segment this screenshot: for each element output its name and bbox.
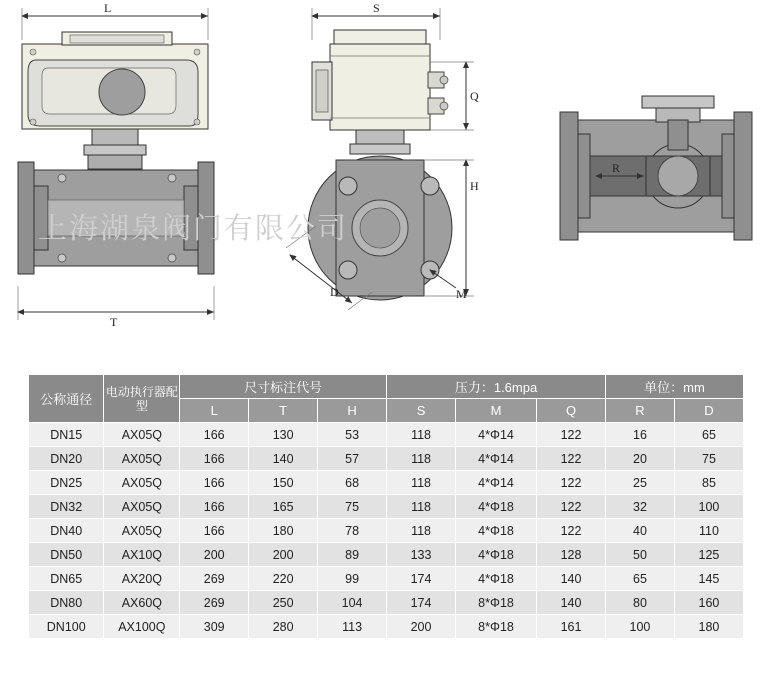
svg-text:T: T: [110, 315, 118, 329]
cell-Q: 128: [537, 543, 606, 567]
cell-L: 269: [180, 591, 249, 615]
cell-D: 110: [674, 519, 743, 543]
svg-text:S: S: [373, 1, 380, 15]
front-view: [18, 1, 214, 329]
svg-text:H: H: [470, 179, 479, 193]
cell-L: 200: [180, 543, 249, 567]
header-col-M: M: [456, 399, 537, 423]
cell-H: 113: [318, 615, 387, 639]
cell-T: 165: [249, 495, 318, 519]
table-row: [29, 543, 744, 567]
cell-S: 118: [387, 423, 456, 447]
cell-M: 4*Φ18: [456, 567, 537, 591]
cell-L: 166: [180, 447, 249, 471]
header-actuator-model: 电动执行器配型: [104, 375, 180, 423]
cell-H: 89: [318, 543, 387, 567]
cell-R: 65: [606, 567, 675, 591]
header-col-T: T: [249, 399, 318, 423]
cell-H: 104: [318, 591, 387, 615]
svg-text:D: D: [330, 285, 339, 299]
cell-R: 25: [606, 471, 675, 495]
header-col-Q: Q: [537, 399, 606, 423]
side-view: [286, 1, 479, 310]
header-col-R: R: [606, 399, 675, 423]
cell-S: 118: [387, 495, 456, 519]
cell-R: 80: [606, 591, 675, 615]
cell-T: 130: [249, 423, 318, 447]
cell-H: 78: [318, 519, 387, 543]
cell-dn: DN32: [29, 495, 104, 519]
cell-T: 250: [249, 591, 318, 615]
svg-text:Q: Q: [470, 89, 479, 103]
cell-D: 65: [674, 423, 743, 447]
cell-dn: DN100: [29, 615, 104, 639]
cell-R: 32: [606, 495, 675, 519]
cell-actuator: AX10Q: [104, 543, 180, 567]
cell-T: 180: [249, 519, 318, 543]
table-row: [29, 423, 744, 447]
cell-R: 20: [606, 447, 675, 471]
cell-M: 4*Φ18: [456, 495, 537, 519]
cell-Q: 122: [537, 519, 606, 543]
cell-M: 4*Φ18: [456, 543, 537, 567]
cell-M: 4*Φ14: [456, 447, 537, 471]
header-nominal-diameter: 公称通径: [29, 375, 104, 423]
cell-R: 40: [606, 519, 675, 543]
cell-M: 4*Φ14: [456, 471, 537, 495]
cell-Q: 161: [537, 615, 606, 639]
header-col-D: D: [674, 399, 743, 423]
cell-L: 166: [180, 471, 249, 495]
cell-Q: 122: [537, 423, 606, 447]
cell-D: 75: [674, 447, 743, 471]
cell-H: 53: [318, 423, 387, 447]
cell-T: 200: [249, 543, 318, 567]
cell-dn: DN20: [29, 447, 104, 471]
cell-Q: 122: [537, 471, 606, 495]
header-pressure: 压力：1.6mpa: [387, 375, 606, 399]
table-row: [29, 447, 744, 471]
cell-dn: DN15: [29, 423, 104, 447]
cell-D: 160: [674, 591, 743, 615]
cell-actuator: AX20Q: [104, 567, 180, 591]
cell-actuator: AX05Q: [104, 471, 180, 495]
cell-actuator: AX05Q: [104, 423, 180, 447]
table-row: [29, 591, 744, 615]
cell-L: 309: [180, 615, 249, 639]
cell-L: 166: [180, 495, 249, 519]
cell-L: 166: [180, 519, 249, 543]
cell-S: 174: [387, 591, 456, 615]
cell-Q: 122: [537, 495, 606, 519]
header-unit: 单位：mm: [606, 375, 744, 399]
watermark-text: 上海湖泉阀门有限公司: [38, 211, 349, 245]
cell-dn: DN40: [29, 519, 104, 543]
cell-M: 8*Φ18: [456, 615, 537, 639]
cell-T: 140: [249, 447, 318, 471]
cell-S: 118: [387, 471, 456, 495]
cell-S: 200: [387, 615, 456, 639]
table-row: [29, 615, 744, 639]
cell-T: 150: [249, 471, 318, 495]
dimension-table: [28, 374, 744, 639]
cell-T: 280: [249, 615, 318, 639]
table-row: [29, 519, 744, 543]
cell-M: 4*Φ18: [456, 519, 537, 543]
section-view: [560, 96, 752, 240]
cell-D: 100: [674, 495, 743, 519]
cell-dn: DN50: [29, 543, 104, 567]
cell-R: 50: [606, 543, 675, 567]
cell-H: 57: [318, 447, 387, 471]
cell-D: 180: [674, 615, 743, 639]
cell-L: 166: [180, 423, 249, 447]
header-col-S: S: [387, 399, 456, 423]
cell-D: 85: [674, 471, 743, 495]
table-row: [29, 567, 744, 591]
svg-text:R: R: [612, 161, 621, 175]
cell-dn: DN80: [29, 591, 104, 615]
cell-H: 68: [318, 471, 387, 495]
cell-dn: DN65: [29, 567, 104, 591]
table-header-row-top: [29, 375, 744, 399]
cell-M: 8*Φ18: [456, 591, 537, 615]
cell-S: 174: [387, 567, 456, 591]
table-row: [29, 495, 744, 519]
cell-D: 145: [674, 567, 743, 591]
cell-T: 220: [249, 567, 318, 591]
cell-actuator: AX05Q: [104, 519, 180, 543]
cell-S: 118: [387, 447, 456, 471]
cell-Q: 122: [537, 447, 606, 471]
svg-text:L: L: [104, 1, 112, 15]
cell-actuator: AX100Q: [104, 615, 180, 639]
cell-Q: 140: [537, 591, 606, 615]
cell-H: 99: [318, 567, 387, 591]
cell-H: 75: [318, 495, 387, 519]
table-row: [29, 471, 744, 495]
cell-D: 125: [674, 543, 743, 567]
svg-text:M: M: [456, 287, 467, 301]
cell-S: 118: [387, 519, 456, 543]
cell-actuator: AX05Q: [104, 447, 180, 471]
cell-M: 4*Φ14: [456, 423, 537, 447]
header-dimension-codes: 尺寸标注代号: [180, 375, 387, 399]
cell-Q: 140: [537, 567, 606, 591]
cell-dn: DN25: [29, 471, 104, 495]
cell-actuator: AX60Q: [104, 591, 180, 615]
cell-L: 269: [180, 567, 249, 591]
cell-S: 133: [387, 543, 456, 567]
cell-R: 100: [606, 615, 675, 639]
header-col-H: H: [318, 399, 387, 423]
cell-actuator: AX05Q: [104, 495, 180, 519]
cell-R: 16: [606, 423, 675, 447]
table-body: [29, 423, 744, 639]
header-col-L: L: [180, 399, 249, 423]
